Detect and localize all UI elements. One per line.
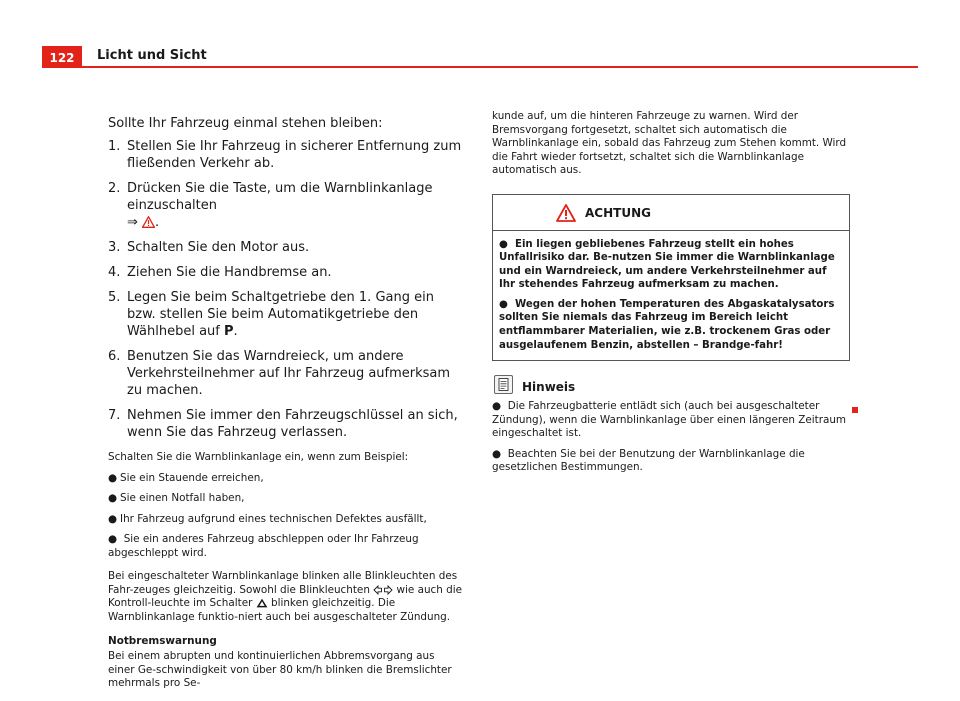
warning-icon: [142, 216, 155, 228]
page-number: 122: [42, 46, 82, 68]
gear-position-p: P: [224, 324, 234, 339]
examples-intro: Schalten Sie die Warnblinkanlage ein, wenn zum Beispiel:: [108, 451, 409, 463]
example-text: Sie ein anderes Fahrzeug abschleppen oder Ihr Fahrzeug abgeschleppt wird.: [108, 533, 419, 559]
warning-text: Wegen der hohen Temperaturen des Abgaskatalysators sollten Sie niemals das Fahrzeug im Bereich leicht entflammbarer Materialien, wie z.B. trockenem Gras oder ausgelaufenem Benzin, abstellen – Brandge-fahr!: [499, 298, 835, 351]
bullet: ●: [108, 471, 118, 484]
step-number: 5.: [108, 290, 121, 305]
step-2: [108, 180, 463, 231]
warning-body: [493, 231, 849, 361]
warning-text: Ein liegen gebliebenes Fahrzeug stellt ein hohes Unfallrisiko dar. Be-nutzen Sie immer die Warnblinkanlage und ein Warndreieck, um andere Verkehrsteilnehmer auf Ihr stehendes Fahrzeug aufmerksam zu machen.: [499, 238, 835, 291]
paragraph-text: Bei eingeschalteter Warnblinkanlage blinken alle Blinkleuchten des Fahr-zeuges gleichzeitig. Sowohl die Blinkleuchten: [108, 570, 458, 596]
step-text: Drücken Sie die Taste, um die Warnblinkanlage einzuschalten: [127, 181, 433, 213]
step-text-end: .: [155, 215, 160, 230]
turn-signal-arrows-icon: [373, 585, 393, 595]
warning-item: [499, 238, 841, 292]
step-text: Schalten Sie den Motor aus.: [127, 240, 310, 255]
hint-item: [492, 448, 850, 475]
step-text: Stellen Sie Ihr Fahrzeug in sicherer Entfernung zum fließenden Verkehr ab.: [127, 139, 462, 171]
step-number: 2.: [108, 181, 121, 196]
bullet: ●: [499, 238, 508, 250]
bullet: ●: [499, 298, 508, 310]
reference-arrow: ⇒: [127, 215, 138, 230]
warning-icon: [556, 204, 576, 222]
example-text: Sie einen Notfall haben,: [120, 492, 245, 504]
step-1: [108, 138, 463, 172]
header-rule: [42, 66, 918, 68]
step-text: Nehmen Sie immer den Fahrzeugschlüssel an sich, wenn Sie das Fahrzeug verlassen.: [127, 408, 458, 440]
warning-box: [492, 194, 850, 362]
bullet: ●: [108, 533, 118, 545]
hint-section: [492, 375, 850, 475]
example-text: Ihr Fahrzeug aufgrund eines technischen Defektes ausfällt,: [120, 512, 427, 525]
paragraph-text: wie auch die Kontroll-leuchte im Schalter: [108, 583, 463, 609]
steps-list: [108, 138, 463, 441]
notbremswarnung-heading: Notbremswarnung: [108, 635, 217, 647]
step-text-end: .: [233, 324, 238, 339]
notbremswarnung-text: Bei einem abrupten und kontinuierlichen Abbremsvorgang aus einer Ge-schwindigkeit von über 80 km/h blinken die Bremslichter mehrmals pro Se-: [108, 650, 452, 689]
example-item: [108, 492, 463, 506]
continuation-text: kunde auf, um die hinteren Fahrzeuge zu warnen. Wird der Bremsvorgang fortgesetzt, schaltet sich automatisch die Warnblinkanlage ein, sobald das Fahrzeug zum Stehen kommt. Wird die Fahrt wieder fortsetzt, schaltet sich die Warnblinkanlage automatisch aus.: [492, 110, 847, 176]
hint-text: Beachten Sie bei der Benutzung der Warnblinkanlage die gesetzlichen Bestimmungen.: [492, 447, 805, 474]
step-4: [108, 264, 463, 281]
bullet: ●: [108, 492, 118, 504]
example-item: [108, 533, 463, 560]
step-number: 3.: [108, 240, 121, 255]
step-7: [108, 407, 463, 441]
step-number: 4.: [108, 265, 121, 280]
step-number: 1.: [108, 139, 121, 154]
bullet: ●: [492, 400, 502, 413]
example-item: [108, 472, 463, 486]
warning-title: ACHTUNG: [585, 205, 651, 220]
step-number: 6.: [108, 349, 121, 364]
example-text: Sie ein Stauende erreichen,: [120, 471, 264, 484]
hazard-paragraph: [108, 570, 463, 624]
steps-intro: Sollte Ihr Fahrzeug einmal stehen bleiben:: [108, 116, 383, 131]
step-3: [108, 239, 463, 256]
warning-header: [493, 195, 849, 231]
step-number: 7.: [108, 408, 121, 423]
warning-item: [499, 298, 841, 352]
section-end-mark: [848, 398, 858, 417]
page-header: [42, 46, 918, 68]
bullet: ●: [108, 512, 118, 525]
bullet: ●: [492, 447, 502, 460]
end-square: [852, 407, 858, 413]
example-item: [108, 513, 463, 527]
hazard-triangle-icon: [256, 598, 268, 608]
hint-item: [492, 400, 850, 441]
hint-header: [492, 375, 850, 397]
step-text: Ziehen Sie die Handbremse an.: [127, 265, 332, 280]
step-text: Benutzen Sie das Warndreieck, um andere Verkehrsteilnehmer auf Ihr Fahrzeug aufmerksam zu machen.: [127, 349, 451, 398]
step-6: [108, 348, 463, 399]
left-column: [108, 115, 463, 691]
hint-title: Hinweis: [522, 380, 576, 395]
note-icon: [494, 375, 513, 394]
step-5: [108, 289, 463, 340]
right-column: [492, 110, 850, 475]
page-title: Licht und Sicht: [97, 48, 207, 63]
paragraph-text: blinken gleichzeitig. Die Warnblinkanlage funktio-niert auch bei ausgeschalteter Zündung.: [108, 597, 451, 623]
hint-text: Die Fahrzeugbatterie entlädt sich (auch bei ausgeschalteter Zündung), wenn die Warnblinkanlage über einen längeren Zeitraum eingeschaltet ist.: [492, 400, 847, 440]
step-text: Legen Sie beim Schaltgetriebe den 1. Gang ein bzw. stellen Sie beim Automatikgetriebe den Wählhebel auf: [127, 290, 434, 339]
